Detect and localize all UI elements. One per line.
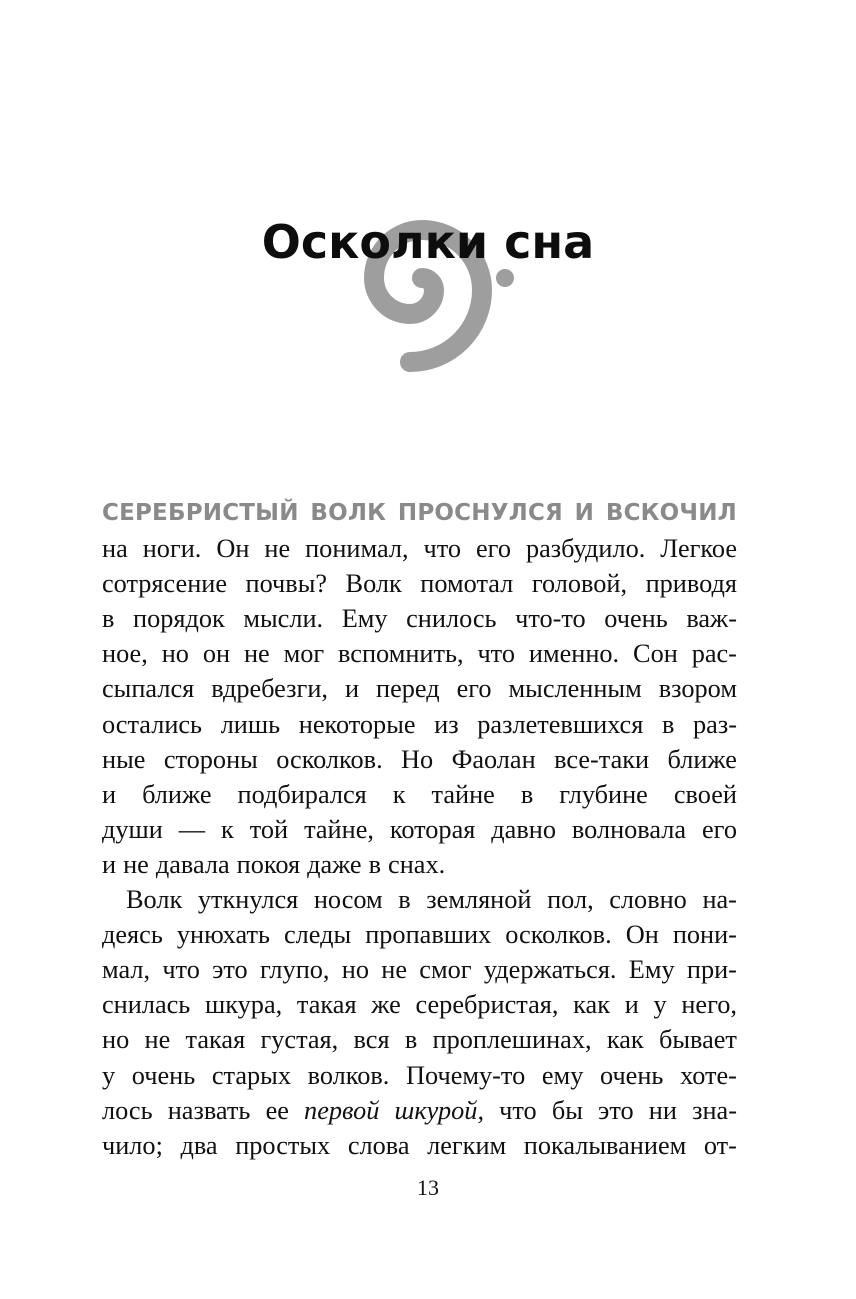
word: сотрясение: [102, 569, 228, 599]
text-line: [102, 601, 737, 636]
word: не: [264, 534, 291, 564]
word: ные: [102, 744, 146, 774]
text-line: [102, 531, 737, 566]
text-line: [102, 777, 737, 812]
word: осколков.: [276, 744, 383, 774]
word: и: [102, 849, 117, 879]
text-line: [102, 707, 737, 742]
word: но: [102, 1025, 130, 1055]
word: пропавших: [365, 920, 492, 950]
chapter-title: Осколки сна: [261, 215, 595, 269]
word: мог: [283, 639, 325, 669]
word: перед: [376, 674, 440, 704]
word: хоте-: [680, 1060, 737, 1090]
word: понимал,: [305, 534, 409, 564]
text-line: [102, 566, 737, 601]
word: разлетевшихся: [477, 709, 644, 739]
text-line: [102, 812, 737, 847]
text-line: [102, 1022, 737, 1057]
text-line: [102, 1128, 737, 1163]
word: у: [653, 990, 667, 1020]
word: следы: [284, 920, 352, 950]
word: не: [381, 955, 408, 985]
text-line: [102, 496, 737, 531]
word: не: [144, 1025, 171, 1055]
word: и: [102, 779, 117, 809]
word: у: [102, 1060, 116, 1090]
word: ноги.: [142, 534, 202, 564]
word: ное,: [102, 639, 148, 669]
word: к: [221, 814, 234, 844]
word: покоя: [236, 849, 301, 879]
word: не: [123, 849, 149, 879]
lead-in-word: ПРОСНУЛСЯ: [397, 500, 563, 526]
word: головой,: [531, 569, 628, 599]
word: как: [606, 1025, 644, 1055]
lead-in-word: ВСКОЧИЛ: [605, 500, 737, 526]
text-line: [102, 671, 737, 706]
word: он: [202, 639, 231, 669]
word: это: [212, 955, 248, 985]
word: души: [102, 814, 163, 844]
word: же: [371, 990, 401, 1020]
word: старых: [211, 1060, 291, 1090]
word: порядок: [133, 604, 225, 634]
word: легким: [427, 1130, 507, 1160]
word: вдребезги,: [211, 674, 328, 704]
word: его: [702, 814, 737, 844]
word: но: [161, 639, 189, 669]
word: что-то: [515, 604, 586, 634]
word: бы: [551, 1095, 583, 1125]
text-line: [102, 987, 737, 1022]
text-line: [102, 952, 737, 987]
word: Сон: [633, 639, 678, 669]
word: которая: [389, 814, 476, 844]
word: что: [499, 1095, 537, 1125]
word: от-: [703, 1130, 737, 1160]
page-number: 13: [417, 1175, 439, 1200]
word: такая: [296, 990, 357, 1020]
body-text: [102, 496, 737, 1163]
word: густая,: [260, 1025, 339, 1055]
word: Волк: [126, 885, 183, 915]
word: шкура,: [205, 990, 283, 1020]
word: ближе: [667, 744, 737, 774]
word: снилось: [406, 604, 497, 634]
word: в: [398, 885, 411, 915]
text-line: [102, 847, 737, 882]
word: такая: [185, 1025, 246, 1055]
word: Он: [625, 920, 659, 950]
word: осколков.: [505, 920, 612, 950]
word: уткнулся: [197, 885, 299, 915]
word: к: [392, 779, 406, 809]
word: это: [598, 1095, 634, 1125]
word: пони-: [672, 920, 737, 950]
word: стороны: [163, 744, 258, 774]
word: его: [456, 674, 492, 704]
word: деясь: [102, 920, 163, 950]
word: вспомнить,: [338, 639, 464, 669]
word: чило;: [102, 1130, 163, 1160]
word: волков.: [307, 1060, 390, 1090]
word: зна-: [692, 1095, 737, 1125]
word: его: [476, 534, 511, 564]
word: на: [102, 534, 128, 564]
word: земляной: [426, 885, 532, 915]
word: как: [573, 990, 610, 1020]
word: унюхать: [176, 920, 270, 950]
word: него,: [681, 990, 737, 1020]
word: давала: [155, 849, 230, 879]
word: Но: [401, 744, 434, 774]
word: подбирался: [237, 779, 367, 809]
word: снилась: [102, 990, 191, 1020]
word: словно: [609, 885, 687, 915]
word: что: [477, 639, 515, 669]
word: глупо,: [259, 955, 330, 985]
word: почвы?: [245, 569, 328, 599]
word: волновала: [571, 814, 687, 844]
word: приводя: [645, 569, 737, 599]
word: Он: [216, 534, 250, 564]
word: тайне: [431, 779, 495, 809]
word: важ-: [686, 604, 737, 634]
word: той: [249, 814, 289, 844]
lead-in-word: И: [574, 500, 595, 526]
text-line: [102, 742, 737, 777]
word: мал,: [102, 955, 151, 985]
word: что: [162, 955, 200, 985]
word: Легкое: [660, 534, 737, 564]
word: мысли.: [243, 604, 324, 634]
word: покалыванием: [523, 1130, 687, 1160]
word: очень: [131, 1060, 196, 1090]
word: глубине: [559, 779, 648, 809]
word: снах.: [388, 849, 446, 879]
word: Почему-то: [406, 1060, 526, 1090]
text-line: [102, 1058, 737, 1093]
word: Ему: [628, 955, 675, 985]
word: разбудило.: [525, 534, 646, 564]
word: назвать: [167, 1095, 251, 1125]
word: Ему: [341, 604, 388, 634]
lead-in-word: ВОЛК: [310, 500, 387, 526]
word: ближе: [142, 779, 212, 809]
word: рас-: [691, 639, 737, 669]
word: в: [368, 849, 382, 879]
word: простых: [235, 1130, 331, 1160]
word: слова: [347, 1130, 410, 1160]
word: остались: [102, 709, 203, 739]
text-line: [102, 636, 737, 671]
word: ему: [541, 1060, 584, 1090]
spiral-ornament-icon: [322, 178, 522, 378]
word: серебристая,: [415, 990, 559, 1020]
word: очень: [599, 1060, 664, 1090]
word: давно: [491, 814, 556, 844]
word: помотал: [420, 569, 514, 599]
italic-word: шкурой,: [394, 1095, 485, 1125]
word: на-: [702, 885, 737, 915]
word: из: [434, 709, 459, 739]
lead-in-word: СЕРЕБРИСТЫЙ: [102, 500, 299, 526]
word: именно.: [528, 639, 620, 669]
word: некоторые: [298, 709, 416, 739]
word: Фаолан: [451, 744, 536, 774]
word: носом: [313, 885, 383, 915]
word: мысленным: [508, 674, 642, 704]
italic-word: первой: [304, 1095, 380, 1125]
word: не: [243, 639, 270, 669]
word: Волк: [345, 569, 402, 599]
word: два: [180, 1130, 218, 1160]
text-line: [102, 917, 737, 952]
text-line: [102, 882, 737, 917]
word: в: [102, 604, 115, 634]
word: в: [520, 779, 534, 809]
word: в: [404, 1025, 418, 1055]
word: пол,: [547, 885, 594, 915]
word: и: [344, 674, 360, 704]
word: [395, 1093, 485, 1128]
word: ее: [265, 1095, 289, 1125]
word: смог: [419, 955, 472, 985]
word: ни: [648, 1095, 677, 1125]
word: сыпался: [102, 674, 195, 704]
word: взором: [658, 674, 737, 704]
word: тайне,: [304, 814, 374, 844]
text-line: [102, 1093, 737, 1128]
word: при-: [686, 955, 737, 985]
word: вся: [353, 1025, 390, 1055]
word: очень: [604, 604, 668, 634]
word: проплешинах,: [432, 1025, 592, 1055]
word: лось: [102, 1095, 153, 1125]
word: даже: [307, 849, 362, 879]
word: бывает: [658, 1025, 737, 1055]
word: —: [178, 814, 206, 844]
word: в: [661, 709, 675, 739]
word: что: [423, 534, 462, 564]
word: раз-: [693, 709, 737, 739]
word: и: [624, 990, 639, 1020]
word: но: [341, 955, 370, 985]
word: удержаться.: [483, 955, 617, 985]
word: своей: [673, 779, 737, 809]
word: все-таки: [554, 744, 650, 774]
word: лишь: [220, 709, 281, 739]
